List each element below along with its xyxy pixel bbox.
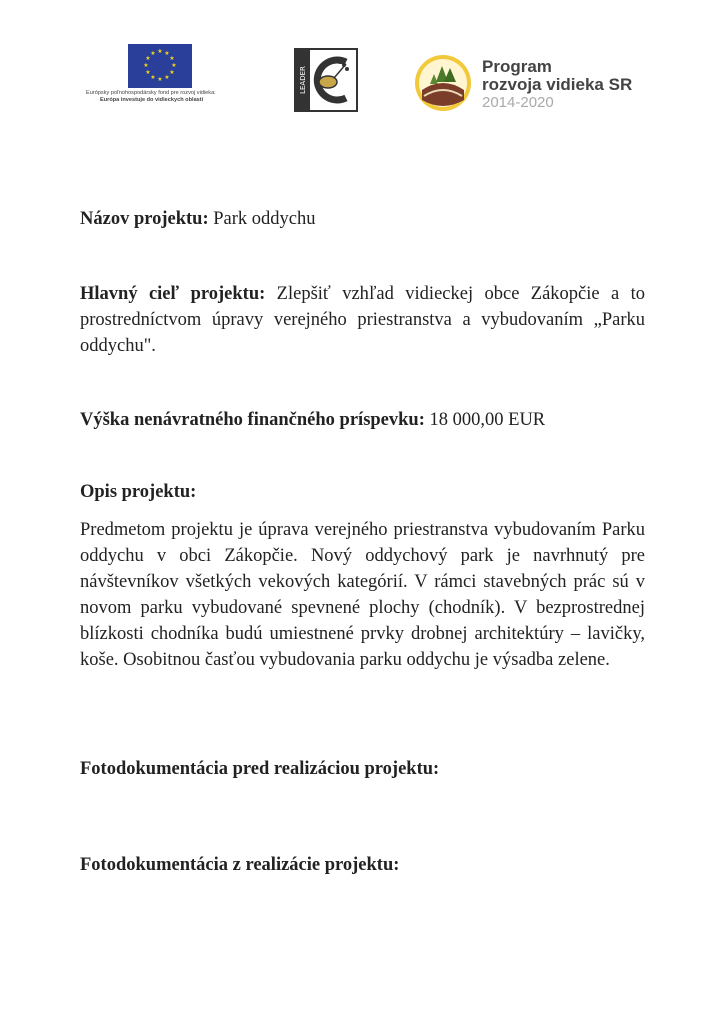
eu-logo-subtext: Európa investuje do vidieckych oblastí — [100, 97, 204, 103]
svg-text:★: ★ — [164, 74, 170, 81]
photo-before-heading: Fotodokumentácia pred realizáciou projektu: — [80, 759, 440, 779]
eu-flag-icon — [128, 44, 192, 88]
svg-text:★: ★ — [157, 48, 163, 55]
project-amount-value: 18 000,00 EUR — [429, 410, 546, 430]
svg-text:★: ★ — [169, 69, 175, 76]
prv-logo-line1: Program — [482, 57, 552, 76]
page-header — [0, 44, 724, 124]
prv-logo-years: 2014-2020 — [482, 94, 554, 111]
svg-text:★: ★ — [143, 62, 149, 69]
project-name-value: Park oddychu — [213, 209, 316, 229]
project-amount-label: Výška nenávratného finančného príspevku: — [80, 410, 425, 430]
svg-text:LEADER: LEADER — [299, 66, 307, 94]
photo-after-heading: Fotodokumentácia z realizácie projektu: — [80, 855, 400, 875]
project-goal — [80, 281, 645, 359]
svg-text:★: ★ — [171, 62, 177, 69]
prv-logo — [414, 54, 654, 114]
svg-text:★: ★ — [150, 74, 156, 81]
leader-logo — [294, 48, 358, 112]
project-goal-value: Zlepšiť vzhľad vidieckej obce Zákopčie a to prostredníctvom úpravy verejného priestranstva a vybudovaním „Parku oddychu". — [80, 284, 645, 356]
svg-text:★: ★ — [164, 50, 170, 57]
project-name — [80, 206, 645, 232]
description-heading: Opis projektu: — [80, 482, 197, 502]
eu-logo — [86, 44, 266, 104]
project-goal-label: Hlavný cieľ projektu: — [80, 284, 266, 304]
prv-logo-text — [482, 58, 632, 111]
svg-text:★: ★ — [150, 50, 156, 57]
project-name-label: Názov projektu: — [80, 209, 209, 229]
svg-text:★: ★ — [145, 69, 151, 76]
prv-logo-line2: rozvoja vidieka SR — [482, 75, 633, 94]
eu-logo-text: Európsky poľnohospodársky fond pre rozvoj vidieka: — [86, 90, 216, 96]
svg-text:★: ★ — [169, 55, 175, 62]
project-amount — [80, 407, 645, 433]
description-text: Predmetom projektu je úprava verejného priestranstva vybudovaním Parku oddychu v obci Zákopčie. Nový oddychový park je navrhnutý pre návštevníkov všetkých vekových kategórií. V rámci stavebných prác sú v novom parku vybudované spevnené plochy (chodník). V bezprostrednej blízkosti chodníka budú umiestnené prvky drobnej architektúry – lavičky, koše. Osobitnou časťou vybudovania parku oddychu je výsadba zelene. — [80, 520, 645, 670]
svg-text:★: ★ — [157, 76, 163, 83]
prv-emblem-icon — [414, 54, 472, 112]
svg-text:★: ★ — [145, 55, 151, 62]
